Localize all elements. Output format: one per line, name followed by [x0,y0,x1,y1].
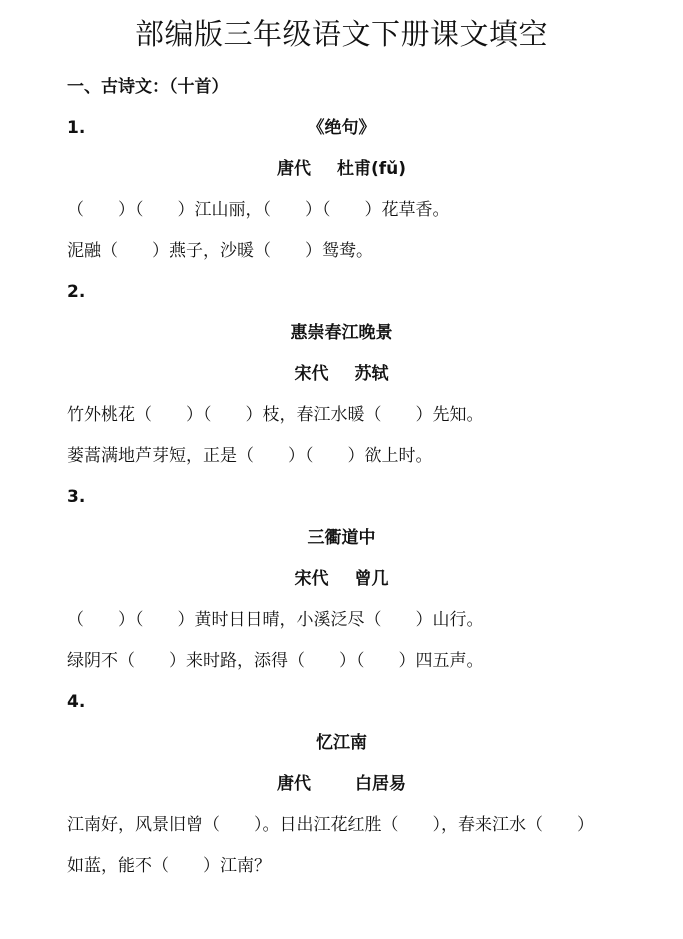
poem-2-number: 2. [67,282,86,302]
poem-4-byline [0,773,683,795]
poem-4-author: 白居易 [355,774,406,794]
poem-1-title: 《绝句》 [307,118,376,138]
poem-1-line-2: 泥融（ ）燕子，沙暖（ ）鸳鸯。 [67,241,373,261]
poem-4-number: 4. [67,692,86,712]
poem-3-title: 三衢道中 [307,528,376,548]
poem-1-number: 1. [67,118,86,138]
poem-3-line-2: 绿阴不（ ）来时路，添得（ ）（ ）四五声。 [67,651,484,671]
poem-4-dynasty: 唐代 [277,774,311,794]
poem-1-dynasty: 唐代 [276,159,311,179]
poem-1-line-1: （ ）（ ）江山丽，（ ）（ ）花草香。 [67,200,450,220]
poem-4-title: 忆江南 [316,733,367,753]
poem-2-byline [0,363,683,385]
page-title: 部编版三年级语文下册课文填空 [134,17,548,51]
poem-3-line-1: （ ）（ ）黄时日日晴，小溪泛尽（ ）山行。 [67,610,484,630]
poem-1-byline [0,158,683,180]
poem-3-number: 3. [67,487,86,507]
poem-2-line-2: 蒌蒿满地芦芽短，正是（ ）（ ）欲上时。 [67,446,433,466]
poem-2-dynasty: 宋代 [294,364,329,384]
poem-1-author: 杜甫(fǔ) [336,159,407,179]
section-heading: 一、古诗文：（十首） [67,77,229,97]
poem-2-author: 苏轼 [354,364,389,384]
poem-3-dynasty: 宋代 [294,569,329,589]
poem-3-author: 曾几 [354,569,389,589]
poem-4-line-1: 江南好，风景旧曾（ ）。日出江花红胜（ ），春来江水（ ） [67,815,594,835]
poem-4-line-2: 如蓝，能不（ ）江南？ [67,856,271,876]
poem-2-line-1: 竹外桃花（ ）（ ）枝，春江水暖（ ）先知。 [67,405,484,425]
poem-2-title: 惠崇春江晚景 [290,323,393,343]
poem-3-byline [0,568,683,590]
